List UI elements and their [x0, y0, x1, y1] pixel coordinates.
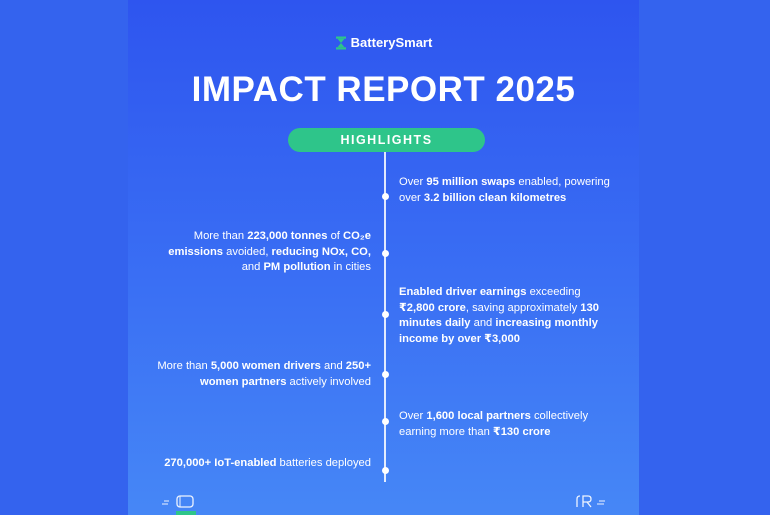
- timeline-dot: [382, 418, 389, 425]
- highlight-text-part: 270,000+ IoT-enabled: [164, 457, 277, 469]
- highlight-text-part: ₹130 crore: [492, 425, 551, 438]
- highlight-text-part: enabled, powering over: [399, 176, 610, 204]
- highlight-text-part: CO₂e emissions: [168, 230, 371, 258]
- impact-report-panel: [128, 0, 639, 515]
- highlight-text-part: and: [241, 261, 264, 273]
- highlight-driver-earnings: [399, 285, 614, 347]
- highlight-text-part: increasing monthly income by over ₹3,000: [399, 317, 598, 345]
- highlight-text-part: batteries deployed: [276, 457, 371, 469]
- highlight-local-partners: [399, 409, 614, 440]
- highlight-text-part: 250+ women partners: [200, 360, 371, 388]
- highlight-text-part: Over: [399, 410, 427, 422]
- brand-name: BatterySmart: [350, 35, 433, 50]
- highlight-text-part: , saving approximately: [465, 301, 581, 314]
- highlight-text-part: exceeding: [526, 286, 581, 298]
- highlight-text-part: More than: [157, 360, 211, 372]
- highlight-emissions: [156, 229, 371, 276]
- highlight-text-part: and: [320, 360, 346, 372]
- highlight-text-part: 95 million swaps: [426, 176, 516, 188]
- highlight-text-part: More than: [193, 230, 248, 242]
- highlight-text-part: 130 minutes daily: [399, 301, 599, 329]
- timeline-dot: [382, 193, 389, 200]
- accent-bar: [176, 511, 196, 515]
- highlight-text-part: Over: [399, 176, 427, 188]
- highlight-text-part: collectively earning more than: [399, 410, 589, 438]
- highlight-text-part: 223,000 tonnes: [247, 230, 328, 242]
- timeline-dot: [382, 311, 389, 318]
- highlight-text-part: ₹2,800 crore: [399, 301, 466, 314]
- left-backdrop: [0, 0, 128, 515]
- highlight-iot-batteries: [156, 456, 371, 472]
- highlight-text-part: of: [327, 230, 344, 242]
- timeline-dot: [382, 250, 389, 257]
- highlight-text-part: Enabled driver earnings: [399, 286, 527, 298]
- highlight-text-part: reducing NOx, CO,: [271, 245, 371, 258]
- highlight-text-part: actively involved: [286, 375, 371, 388]
- timeline-dot: [382, 371, 389, 378]
- highlight-text-part: avoided,: [223, 245, 272, 258]
- right-backdrop: [639, 0, 770, 515]
- battery-logo-icon: [335, 36, 347, 50]
- highlight-text-part: 5,000 women drivers: [210, 360, 321, 372]
- ev-vehicle-icon: [574, 495, 614, 512]
- highlight-women-drivers: [156, 359, 371, 390]
- highlight-text-part: PM pollution: [263, 261, 331, 273]
- highlight-text-part: 3.2 billion clean kilometres: [423, 191, 567, 204]
- highlight-text-part: and: [470, 317, 496, 329]
- highlight-text-part: 1,600 local partners: [426, 410, 531, 422]
- page-title: IMPACT REPORT 2025: [191, 70, 576, 109]
- brand-logo: [128, 35, 639, 50]
- timeline-dot: [382, 467, 389, 474]
- highlight-text-part: in cities: [330, 261, 371, 273]
- highlights-badge: HIGHLIGHTS: [288, 128, 485, 152]
- highlight-swaps: [399, 175, 614, 206]
- ev-rickshaw-icon: [160, 495, 200, 512]
